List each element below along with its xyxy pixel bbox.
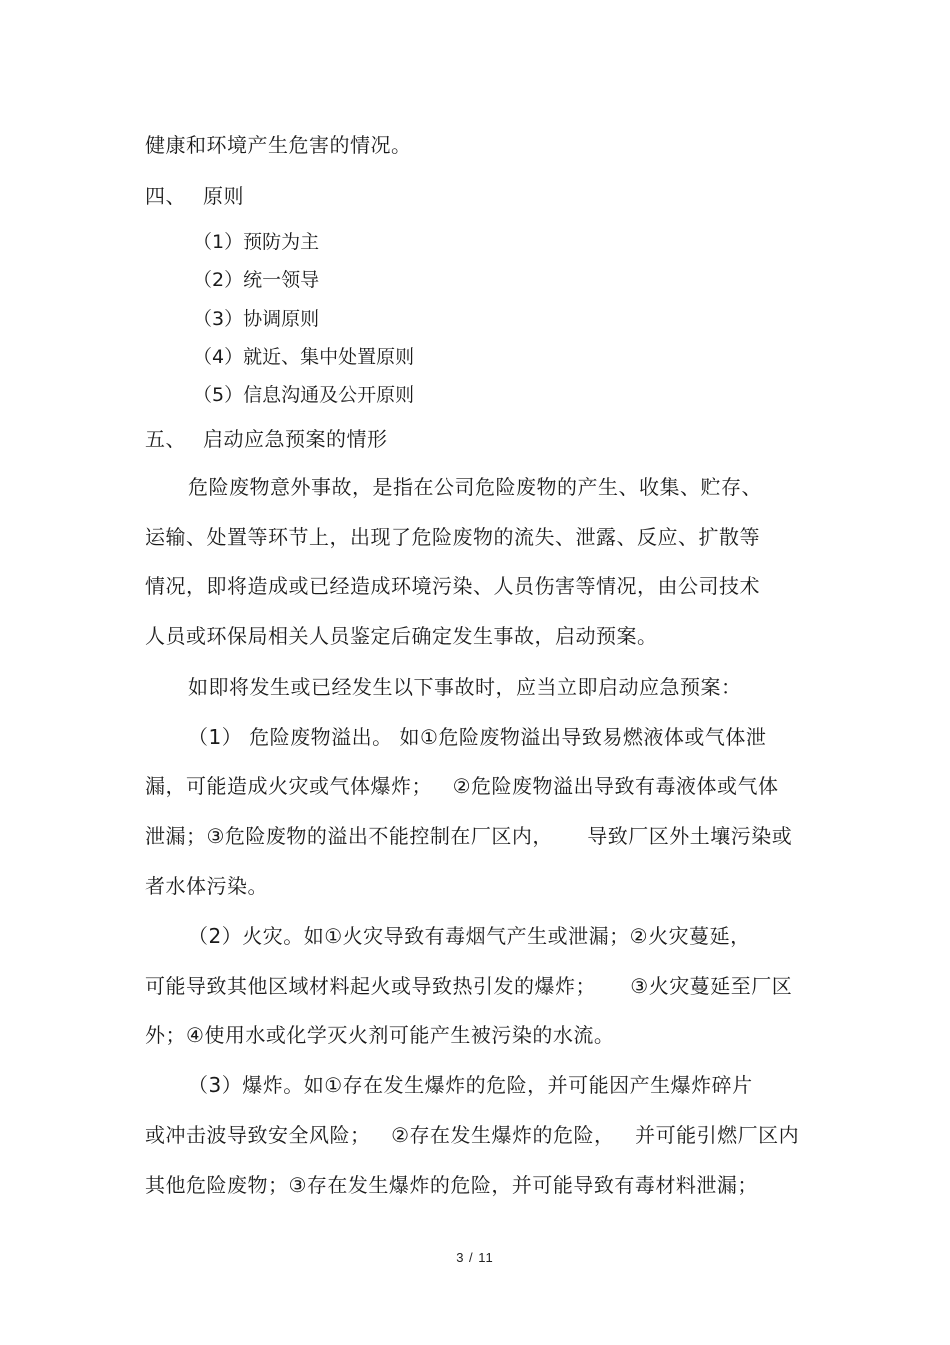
section-heading-4 bbox=[145, 182, 244, 210]
list-item: （4）就近、集中处置原则 bbox=[193, 346, 415, 368]
section-heading-5 bbox=[145, 425, 388, 453]
paragraph-line: 人员或环保局相关人员鉴定后确定发生事故，启动预案。 bbox=[145, 624, 658, 648]
paragraph-line: （1） 危险废物溢出。 如①危险废物溢出导致易燃液体或气体泄 bbox=[188, 725, 767, 749]
paragraph-line: 或冲击波导致安全风险； ②存在发生爆炸的危险， 并可能引燃厂区内 bbox=[145, 1123, 800, 1147]
section-number: 四、 bbox=[145, 184, 186, 208]
paragraph-line: 运输、处置等环节上，出现了危险废物的流失、泄露、反应、扩散等 bbox=[145, 525, 760, 549]
paragraph-line: （2）火灾。如①火灾导致有毒烟气产生或泄漏；②火灾蔓延， bbox=[188, 924, 751, 948]
paragraph-line: 漏，可能造成火灾或气体爆炸； ②危险废物溢出导致有毒液体或气体 bbox=[145, 774, 779, 798]
list-item: （5）信息沟通及公开原则 bbox=[193, 384, 415, 406]
paragraph-line: （3）爆炸。如①存在发生爆炸的危险，并可能因产生爆炸碎片 bbox=[188, 1073, 753, 1097]
list-item: （3）协调原则 bbox=[193, 308, 320, 330]
paragraph-line: 外；④使用水或化学灭火剂可能产生被污染的水流。 bbox=[145, 1023, 615, 1047]
paragraph-line: 者水体污染。 bbox=[145, 874, 268, 898]
list-item: （1）预防为主 bbox=[193, 231, 320, 253]
paragraph-line: 情况，即将造成或已经造成环境污染、人员伤害等情况，由公司技术 bbox=[145, 574, 760, 598]
section-title: 启动应急预案的情形 bbox=[203, 427, 388, 451]
paragraph-line: 泄漏；③危险废物的溢出不能控制在厂区内， 导致厂区外土壤污染或 bbox=[145, 824, 793, 848]
text-line: 健康和环境产生危害的情况。 bbox=[145, 133, 412, 157]
page-number: 3 / 11 bbox=[456, 1250, 494, 1265]
section-title: 原则 bbox=[203, 184, 244, 208]
paragraph-line: 其他危险废物；③存在发生爆炸的危险，并可能导致有毒材料泄漏； bbox=[145, 1173, 758, 1197]
paragraph-line: 危险废物意外事故，是指在公司危险废物的产生、收集、贮存、 bbox=[188, 475, 762, 499]
paragraph-line: 如即将发生或已经发生以下事故时，应当立即启动应急预案： bbox=[188, 675, 742, 699]
list-item: （2）统一领导 bbox=[193, 269, 320, 291]
section-number: 五、 bbox=[145, 427, 186, 451]
paragraph-line: 可能导致其他区域材料起火或导致热引发的爆炸； ③火灾蔓延至厂区 bbox=[145, 974, 793, 998]
